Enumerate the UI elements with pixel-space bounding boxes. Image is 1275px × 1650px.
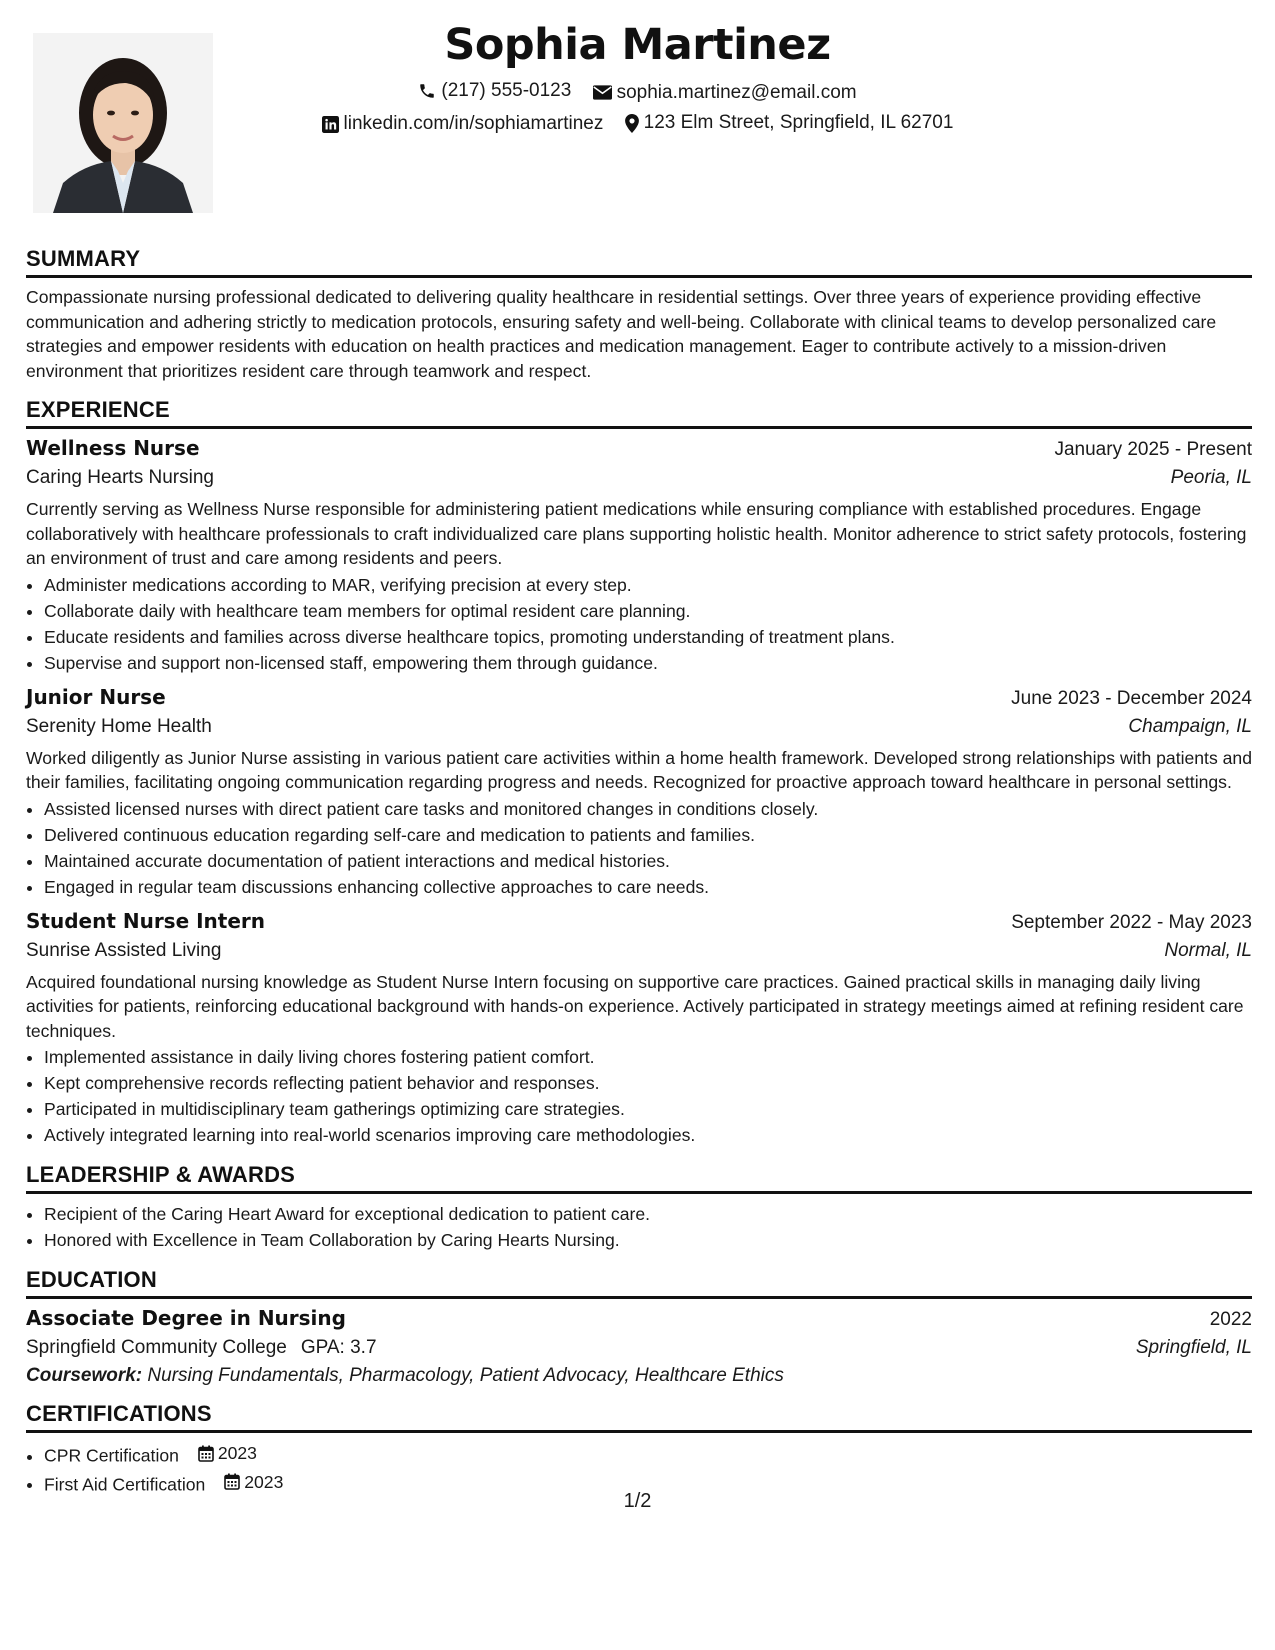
- coursework-line: [26, 1365, 1252, 1387]
- education-heading: EDUCATION: [26, 1267, 1252, 1299]
- list-item: • Delivered continuous education regarding self-care and medication to patients and families.: [44, 822, 1252, 848]
- page-number: 1/2: [623, 1490, 652, 1512]
- experience-section: [26, 397, 1252, 1148]
- leadership-list: [26, 1201, 1252, 1253]
- resume-content: [26, 246, 1252, 1511]
- job-dates: January 2025 - Present: [1054, 439, 1252, 460]
- linkedin-text: linkedin.com/in/sophiamartinez: [343, 113, 604, 134]
- job-location: Champaign, IL: [1128, 715, 1252, 737]
- list-item: • Participated in multidisciplinary team gatherings optimizing care strategies.: [44, 1096, 1252, 1122]
- job-entry: [26, 685, 1252, 900]
- certification-date: [198, 1440, 257, 1466]
- school-location: Springfield, IL: [1135, 1337, 1252, 1358]
- list-item: • Educate residents and families across diverse healthcare topics, promoting understanding of treatment plans.: [44, 624, 1252, 650]
- job-title: Wellness Nurse: [26, 436, 200, 460]
- contact-row-2: [0, 112, 1275, 139]
- degree-title: Associate Degree in Nursing: [26, 1306, 346, 1330]
- list-item: • Recipient of the Caring Heart Award for exceptional dedication to patient care.: [44, 1201, 1252, 1227]
- school-name: Springfield Community College: [26, 1337, 287, 1358]
- list-item: • Kept comprehensive records reflecting patient behavior and responses.: [44, 1070, 1252, 1096]
- list-item: [44, 1440, 1252, 1469]
- coursework-label: Coursework:: [26, 1365, 143, 1386]
- education-section: [26, 1267, 1252, 1387]
- job-company: Sunrise Assisted Living: [26, 939, 222, 961]
- leadership-heading: LEADERSHIP & AWARDS: [26, 1162, 1252, 1194]
- job-location: Peoria, IL: [1170, 467, 1252, 488]
- linkedin-icon: [322, 116, 339, 133]
- job-entry: [26, 436, 1252, 676]
- job-title: Student Nurse Intern: [26, 908, 266, 933]
- job-title: Junior Nurse: [26, 684, 166, 709]
- map-pin-icon: [625, 114, 639, 133]
- coursework-list: Nursing Fundamentals, Pharmacology, Patient Advocacy, Healthcare Ethics: [147, 1365, 784, 1386]
- phone-icon: [418, 82, 436, 100]
- summary-section: [26, 246, 1252, 383]
- email-contact[interactable]: [593, 82, 857, 104]
- certifications-section: [26, 1401, 1252, 1497]
- job-dates: September 2022 - May 2023: [1011, 911, 1252, 933]
- job-dates: June 2023 - December 2024: [1011, 687, 1252, 709]
- job-company: Serenity Home Health: [26, 715, 212, 737]
- calendar-icon: [224, 1473, 240, 1490]
- experience-heading: EXPERIENCE: [26, 397, 1252, 429]
- candidate-name: Sophia Martinez: [444, 20, 831, 70]
- phone-text: (217) 555-0123: [441, 80, 572, 101]
- list-item: • Engaged in regular team discussions enhancing collective approaches to care needs.: [44, 874, 1252, 900]
- list-item: • Honored with Excellence in Team Collaboration by Caring Hearts Nursing.: [44, 1227, 1252, 1253]
- gpa-value: GPA: 3.7: [300, 1337, 377, 1358]
- certifications-heading: CERTIFICATIONS: [26, 1401, 1252, 1433]
- job-entry: [26, 909, 1252, 1149]
- graduation-year: 2022: [1209, 1309, 1252, 1330]
- job-company: Caring Hearts Nursing: [26, 467, 214, 488]
- certifications-list: [26, 1440, 1252, 1497]
- list-item: • Actively integrated learning into real-world scenarios improving care methodologies.: [44, 1122, 1252, 1148]
- calendar-icon: [198, 1445, 214, 1462]
- certification-name: First Aid Certification: [44, 1474, 206, 1494]
- certification-year: 2023: [217, 1443, 257, 1463]
- list-item: • Assisted licensed nurses with direct patient care tasks and monitored changes in conditions closely.: [44, 796, 1252, 822]
- job-bullets: [26, 1044, 1252, 1148]
- job-bullets: [26, 796, 1252, 900]
- summary-heading: SUMMARY: [26, 246, 1252, 278]
- certification-name: CPR Certification: [44, 1445, 179, 1466]
- contact-row-1: [0, 80, 1275, 106]
- list-item: • Implemented assistance in daily living chores fostering patient comfort.: [44, 1044, 1252, 1070]
- certification-year: 2023: [244, 1471, 284, 1492]
- job-description: Currently serving as Wellness Nurse responsible for administering patient medications while ensuring compliance with established procedures. Engage collaboratively with healthcare professionals to craft individualized care plans supporting holistic health. Monitor adherence to strict safety protocols, fostering an environment of trust and care among residents and peers.: [26, 499, 1247, 568]
- leadership-section: [26, 1162, 1252, 1253]
- address-contact: [625, 112, 954, 134]
- job-description: Acquired foundational nursing knowledge as Student Nurse Intern focusing on supportive care practices. Gained practical skills in managing daily living activities for patients, reinforcing educational background with hands-on experience. Actively participated in strategy meetings aimed at refining resident care techniques.: [26, 971, 1244, 1041]
- job-bullets: [26, 572, 1252, 676]
- summary-text: Compassionate nursing professional dedicated to delivering quality healthcare in residential settings. Over three years of experience providing effective communication and adhering strictly to medication protocols, ensuring safety and well-being. Collaborate with clinical teams to develop personalized care strategies and empower residents with education on health practices and medication management. Eager to contribute actively to a mission-driven environment that prioritizes resident care through teamwork and respect.: [26, 287, 1217, 381]
- envelope-icon: [593, 85, 612, 100]
- job-description: Worked diligently as Junior Nurse assisting in various patient care activities within a home health framework. Developed strong relationships with patients and their families, facilitating ongoing communication regarding progress and needs. Recognized for proactive approach toward healthcare in personal settings.: [26, 747, 1252, 792]
- list-item: • Maintained accurate documentation of patient interactions and medical histories.: [44, 848, 1252, 874]
- email-text: sophia.martinez@email.com: [616, 81, 857, 103]
- linkedin-contact[interactable]: [322, 113, 604, 135]
- list-item: • Supervise and support non-licensed staff, empowering them through guidance.: [44, 650, 1252, 676]
- address-text: 123 Elm Street, Springfield, IL 62701: [643, 112, 954, 133]
- phone-contact[interactable]: [418, 80, 571, 102]
- school-line: [26, 1337, 377, 1359]
- list-item: • Collaborate daily with healthcare team members for optimal resident care planning.: [44, 598, 1252, 624]
- list-item: • Administer medications according to MAR, verifying precision at every step.: [44, 572, 1252, 598]
- job-location: Normal, IL: [1164, 939, 1252, 961]
